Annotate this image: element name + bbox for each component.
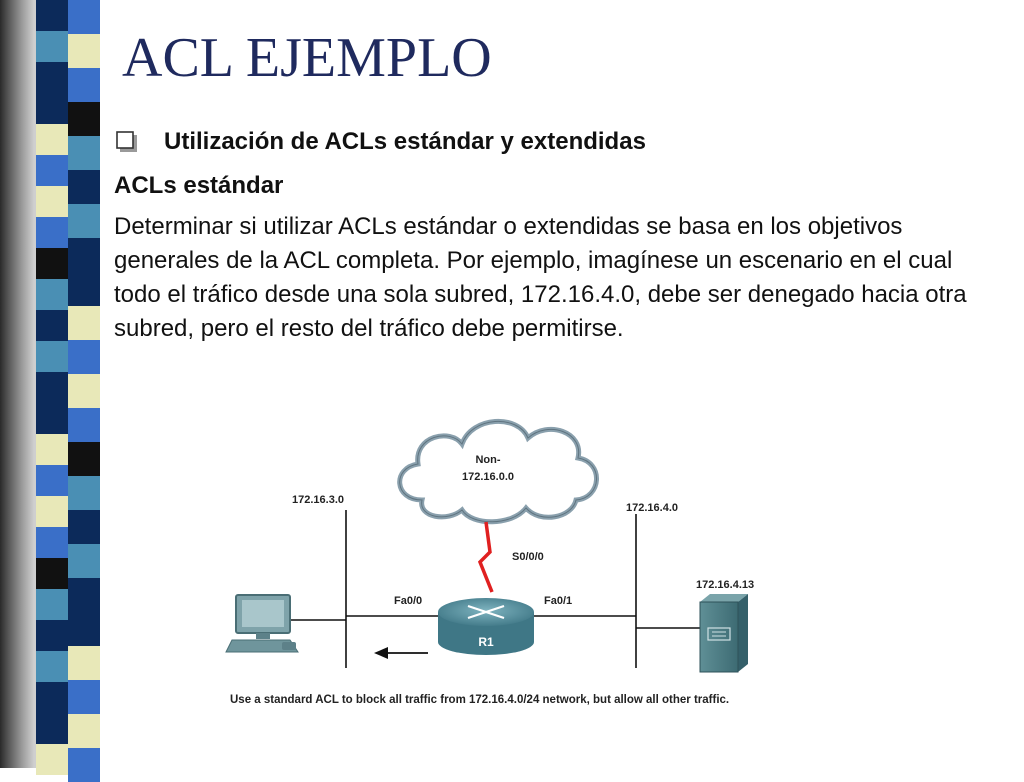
left-network-label: 172.16.3.0 bbox=[292, 494, 344, 506]
strip-block bbox=[36, 279, 68, 310]
server-ip-label: 172.16.4.13 bbox=[696, 579, 755, 591]
strip-block bbox=[68, 272, 100, 306]
body-paragraph: Determinar si utilizar ACLs estándar o extendidas se basa en los objetivos generales de la ACL completa. Por ejemplo, imagínese un escenario en el cual todo el tráfico desde una sola subred, 172.16.4.0, debe ser denegado hacia otra subred, pero el resto del tráfico debe permitirse. bbox=[114, 213, 967, 342]
strip-block bbox=[68, 34, 100, 68]
strip-block bbox=[36, 372, 68, 403]
section-heading: ACLs estándar bbox=[114, 172, 284, 199]
strip-block bbox=[68, 0, 100, 34]
cloud-label-line1: Non- bbox=[475, 454, 501, 466]
checkbox-bullet-icon bbox=[116, 131, 138, 153]
network-diagram bbox=[222, 402, 782, 722]
strip-block bbox=[68, 204, 100, 238]
strip-block bbox=[36, 155, 68, 186]
strip-block bbox=[36, 403, 68, 434]
strip-block bbox=[36, 31, 68, 62]
strip-block bbox=[36, 744, 68, 775]
strip-block bbox=[68, 136, 100, 170]
strip-block bbox=[68, 578, 100, 612]
strip-block bbox=[36, 62, 68, 93]
strip-block bbox=[36, 651, 68, 682]
strip-block bbox=[68, 748, 100, 782]
strip-block bbox=[68, 306, 100, 340]
strip-block bbox=[36, 527, 68, 558]
fa00-label: Fa0/0 bbox=[394, 595, 423, 607]
bullet-item bbox=[116, 126, 646, 158]
strip-block bbox=[68, 238, 100, 272]
strip-block bbox=[68, 170, 100, 204]
strip-block bbox=[68, 374, 100, 408]
strip-block bbox=[36, 93, 68, 124]
router-name: R1 bbox=[478, 635, 494, 649]
strip-block bbox=[36, 186, 68, 217]
strip-block bbox=[68, 714, 100, 748]
workstation-icon bbox=[226, 595, 298, 652]
server-icon bbox=[700, 594, 748, 672]
strip-block bbox=[68, 340, 100, 374]
strip-block bbox=[36, 124, 68, 155]
strip-block bbox=[68, 68, 100, 102]
bullet-text: Utilización de ACLs estándar y extendidas bbox=[164, 128, 646, 155]
strip-block bbox=[36, 310, 68, 341]
right-network-label: 172.16.4.0 bbox=[626, 502, 678, 514]
cloud-label-line2: 172.16.0.0 bbox=[462, 471, 514, 483]
decorative-side-strip bbox=[0, 0, 110, 768]
slide-title: ACL EJEMPLO bbox=[122, 27, 492, 89]
strip-column-right bbox=[68, 0, 100, 768]
strip-column-left bbox=[36, 0, 68, 768]
diagram-caption: Use a standard ACL to block all traffic from 172.16.4.0/24 network, but allow all other traffic. bbox=[230, 694, 730, 706]
fa01-label: Fa0/1 bbox=[544, 595, 573, 607]
strip-block bbox=[68, 510, 100, 544]
strip-block bbox=[36, 434, 68, 465]
strip-block bbox=[36, 496, 68, 527]
strip-block bbox=[68, 680, 100, 714]
strip-block bbox=[36, 682, 68, 713]
strip-block bbox=[36, 465, 68, 496]
strip-block bbox=[68, 612, 100, 646]
traffic-direction-arrow bbox=[374, 647, 428, 659]
strip-block bbox=[36, 713, 68, 744]
strip-block bbox=[68, 442, 100, 476]
strip-block bbox=[36, 0, 68, 31]
strip-block bbox=[68, 544, 100, 578]
serial-link bbox=[480, 522, 492, 592]
strip-block bbox=[36, 558, 68, 589]
strip-block bbox=[36, 248, 68, 279]
strip-block bbox=[68, 102, 100, 136]
strip-block bbox=[36, 217, 68, 248]
strip-block bbox=[36, 620, 68, 651]
strip-block bbox=[68, 646, 100, 680]
serial-interface-label: S0/0/0 bbox=[512, 551, 544, 563]
strip-block bbox=[36, 341, 68, 372]
strip-block bbox=[68, 408, 100, 442]
strip-block bbox=[36, 589, 68, 620]
strip-block bbox=[68, 476, 100, 510]
